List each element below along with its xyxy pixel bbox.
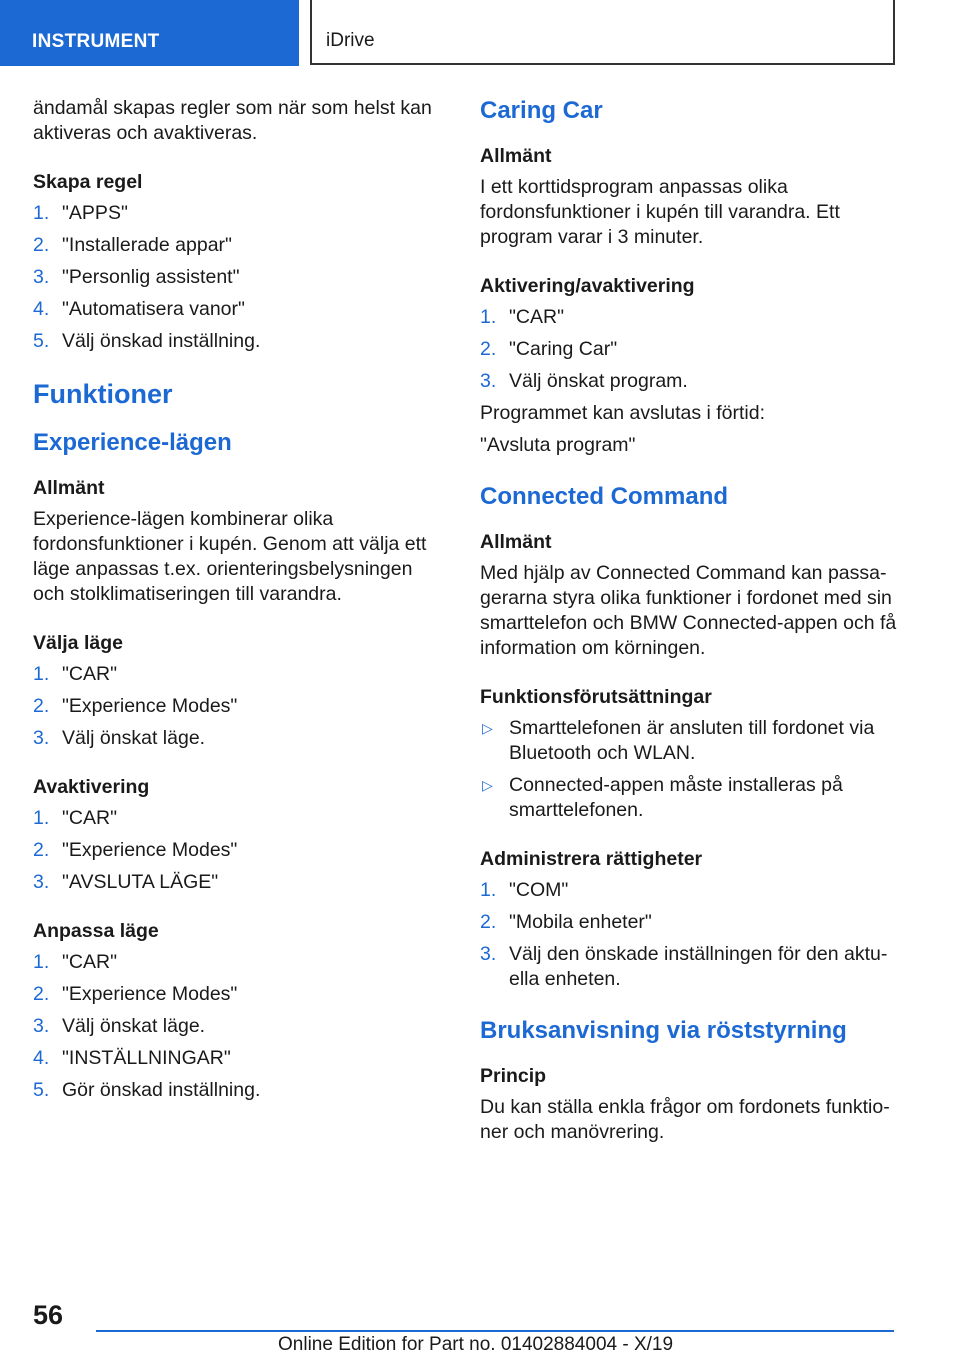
avsluta-program-text: "Avsluta program"	[480, 434, 636, 456]
funktioner-heading: Funktioner	[33, 379, 173, 409]
anpassa-lage-list	[33, 950, 443, 1103]
caring-allmant-text: I ett korttidsprogram anpassas olika fordonsfunktioner i kupén till varandra. Ett program varar i 3 minuter.	[480, 176, 840, 248]
triangle-bullet-icon: ▷	[482, 777, 493, 793]
forutsattningar-heading: Funktionsförutsättningar	[480, 686, 712, 708]
administrera-list	[480, 878, 900, 992]
footer-divider	[96, 1330, 894, 1332]
valja-lage-heading: Välja läge	[33, 632, 123, 654]
anpassa-lage-heading: Anpassa läge	[33, 920, 159, 942]
caring-car-heading: Caring Car	[480, 97, 603, 124]
list-item: 5. Välj önskad inställning.	[33, 330, 261, 352]
list-item: 3. "AVSLUTA LÄGE"	[33, 871, 219, 893]
connected-command-heading: Connected Command	[480, 483, 729, 510]
list-item: 4. "INSTÄLLNINGAR"	[33, 1047, 231, 1069]
list-item: 3. Välj önskat läge.	[33, 727, 206, 749]
section-tab: INSTRUMENT	[0, 0, 299, 66]
aktivering-heading: Aktivering/avaktivering	[480, 275, 695, 297]
forutsattningar-list	[480, 716, 900, 823]
allmant-heading: Allmänt	[33, 477, 105, 499]
edition-text: Online Edition for Part no. 01402884004 - X/19	[278, 1334, 674, 1355]
connected-allmant-text: Med hjälp av Connected Command kan passagerarna styra olika funktioner i fordonet med sin smarttelefon och BMW Connected-appen och få information om körningen.	[480, 562, 897, 659]
list-item: 1. "CAR"	[33, 807, 118, 829]
bruksanvisning-heading: Bruksanvisning via röststyrning	[480, 1017, 847, 1044]
list-item: 3. Välj önskat program.	[480, 370, 688, 392]
list-item: 1. "CAR"	[33, 663, 118, 685]
list-item: ▷ Connected-appen måste installeras på smarttelefonen.	[482, 774, 843, 821]
list-item: 1. "CAR"	[33, 951, 118, 973]
skapa-regel-list	[33, 201, 443, 354]
valja-lage-list	[33, 662, 443, 751]
left-column	[33, 96, 443, 1127]
administrera-heading: Administrera rättigheter	[480, 848, 703, 870]
list-item: ▷ Smarttelefonen är ansluten till fordonet via Bluetooth och WLAN.	[482, 717, 875, 764]
avaktivering-heading: Avaktivering	[33, 776, 150, 798]
list-item: 4. "Automatisera vanor"	[33, 298, 245, 320]
connected-allmant-heading: Allmänt	[480, 531, 552, 553]
list-item: 2. "Mobila enheter"	[480, 911, 652, 933]
list-item: 2. "Experience Modes"	[33, 839, 238, 861]
chapter-tab: iDrive	[310, 0, 895, 65]
princip-heading: Princip	[480, 1065, 547, 1087]
caring-allmant-heading: Allmänt	[480, 145, 552, 167]
experience-heading: Experience-lägen	[33, 429, 232, 456]
list-item: 1. "COM"	[480, 879, 569, 901]
triangle-bullet-icon: ▷	[482, 720, 493, 736]
list-item: 3. "Personlig assistent"	[33, 266, 240, 288]
list-item: 1. "APPS"	[33, 202, 128, 224]
experience-text: Experience-lägen kombinerar olika fordonsfunktioner i kupén. Genom att välja ett läge anpassas t.ex. orienteringsbelysningen och stolklimatiseringen till varandra.	[33, 508, 427, 605]
list-item: 3. Välj den önskade inställningen för den aktuella enheten.	[480, 943, 888, 990]
list-item: 2. "Experience Modes"	[33, 983, 238, 1005]
intro-text: ändamål skapas regler som när som helst kan aktiveras och avaktiveras.	[33, 97, 432, 144]
aktivering-list	[480, 305, 900, 394]
list-item: 5. Gör önskad inställning.	[33, 1079, 261, 1101]
skapa-regel-heading: Skapa regel	[33, 171, 143, 193]
list-item: 3. Välj önskat läge.	[33, 1015, 206, 1037]
page-number: 56	[33, 1300, 64, 1330]
list-item: 2. "Experience Modes"	[33, 695, 238, 717]
avsluta-text: Programmet kan avslutas i förtid:	[480, 402, 766, 424]
avaktivering-list	[33, 806, 443, 895]
princip-text: Du kan ställa enkla frågor om fordonets funktioner och manövrering.	[480, 1096, 890, 1143]
list-item: 2. "Caring Car"	[480, 338, 618, 360]
list-item: 2. "Installerade appar"	[33, 234, 232, 256]
right-column	[480, 96, 900, 1145]
list-item: 1. "CAR"	[480, 306, 565, 328]
